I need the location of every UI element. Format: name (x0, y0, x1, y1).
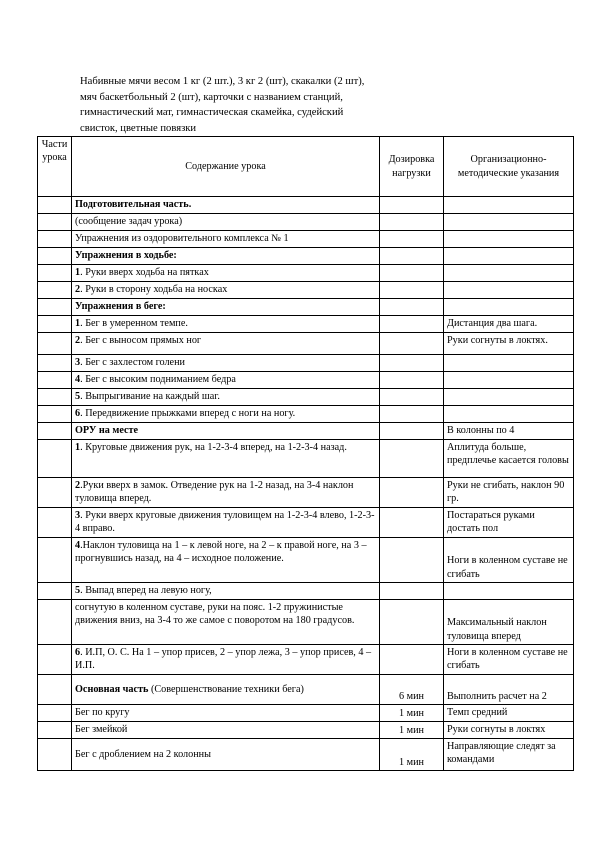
part-cell (38, 722, 72, 739)
content-cell (72, 508, 380, 538)
table-row (38, 675, 574, 705)
dose-cell: 1 мин (380, 722, 444, 739)
part-cell (38, 508, 72, 538)
table-row (38, 265, 574, 282)
note-cell: Руки согнуты в локтях (444, 722, 574, 739)
content-text: . Круговые движения рук, на 1-2-3-4 вперед, на 1-2-3-4 назад. (80, 442, 347, 453)
dose-cell (380, 231, 444, 248)
table-row (38, 355, 574, 372)
content-text: согнутую в коленном суставе, руки на пояс. 1-2 пружинистые движения вниз, на 3-4 то же самое с поворотом на 180 градусов. (75, 602, 355, 627)
table-row (38, 705, 574, 722)
part-cell (38, 333, 72, 355)
dose-cell (380, 600, 444, 645)
table-row (38, 478, 574, 508)
dose-cell (380, 583, 444, 600)
content-text: Бег по кругу (75, 707, 130, 718)
note-cell: Максимальный наклон туловища вперед (444, 600, 574, 645)
item-number: 1 (75, 267, 81, 278)
note-cell (444, 248, 574, 265)
content-cell (72, 372, 380, 389)
content-cell (72, 214, 380, 231)
dose-cell (380, 316, 444, 333)
content-cell (72, 538, 380, 583)
part-cell (38, 440, 72, 478)
dose-cell (380, 355, 444, 372)
part-cell (38, 705, 72, 722)
note-cell (444, 214, 574, 231)
lesson-table (37, 136, 574, 771)
content-text: . Бег в умеренном темпе. (80, 318, 188, 329)
content-text: . Бег с захлестом голени (80, 357, 185, 368)
note-cell: В колонны по 4 (444, 423, 574, 440)
dose-cell (380, 214, 444, 231)
header-dose: Дозировка нагрузки (380, 137, 444, 197)
part-cell (38, 389, 72, 406)
part-cell (38, 675, 72, 705)
content-cell (72, 389, 380, 406)
dose-cell (380, 645, 444, 675)
item-number: 3 (75, 510, 81, 521)
part-cell (38, 265, 72, 282)
part-cell (38, 248, 72, 265)
part-cell (38, 299, 72, 316)
part-cell (38, 406, 72, 423)
content-cell (72, 675, 380, 705)
dose-cell (380, 538, 444, 583)
note-cell (444, 282, 574, 299)
table-row (38, 508, 574, 538)
content-text: (сообщение задач урока) (75, 216, 183, 227)
item-number: 2 (75, 480, 81, 491)
equipment-list: Набивные мячи весом 1 кг (2 шт.), 3 кг 2 (шт), скакалки (2 шт), мяч баскетбольный 2 (шт), карточки с названием станций, гимнастический мат, гимнастическая скамейка, судейский свисток, цветные повязки (80, 76, 365, 134)
table-row (38, 645, 574, 675)
content-cell (72, 316, 380, 333)
table-row (38, 197, 574, 214)
part-cell (38, 739, 72, 771)
note-cell (444, 406, 574, 423)
part-cell (38, 423, 72, 440)
dose-cell (380, 406, 444, 423)
dose-cell (380, 372, 444, 389)
table-row (38, 282, 574, 299)
table-row (38, 423, 574, 440)
note-cell: Постараться руками достать пол (444, 508, 574, 538)
content-text: . Бег с высоким подниманием бедра (80, 374, 236, 385)
header-part: Части урока (38, 137, 72, 197)
table-row (38, 538, 574, 583)
note-cell: Направляющие следят за командами (444, 739, 574, 771)
dose-cell: 6 мин (380, 675, 444, 705)
content-text: Упражнения в ходьбе: (75, 250, 177, 261)
content-text: Основная часть (75, 683, 149, 695)
content-text: . Руки в сторону ходьба на носках (80, 284, 228, 295)
content-text: . Руки вверх ходьба на пятках (80, 267, 209, 278)
item-number: 2 (75, 335, 81, 346)
table-row (38, 440, 574, 478)
table-row (38, 406, 574, 423)
note-cell: Дистанция два шага. (444, 316, 574, 333)
table-row (38, 316, 574, 333)
content-suffix: (Совершенствование техники бега) (148, 683, 304, 695)
content-cell (72, 705, 380, 722)
content-text: .Руки вверх в замок. Отведение рук на 1-2 назад, на 3-4 наклон туловища вперед. (75, 480, 354, 505)
dose-cell (380, 265, 444, 282)
note-cell (444, 355, 574, 372)
content-text: .Наклон туловища на 1 – к левой ноге, на 2 – к правой ноге, на 3 – прогнувшись назад, на 4 – исходное положение. (75, 540, 367, 565)
table-row (38, 389, 574, 406)
item-number: 6 (75, 647, 81, 658)
table-row (38, 214, 574, 231)
content-cell (72, 406, 380, 423)
dose-cell (380, 333, 444, 355)
content-cell (72, 355, 380, 372)
dose-cell (380, 248, 444, 265)
content-cell (72, 248, 380, 265)
content-cell (72, 231, 380, 248)
item-number: 5 (75, 391, 81, 402)
content-cell (72, 739, 380, 771)
header-notes: Организационно-методические указания (444, 137, 574, 197)
part-cell (38, 214, 72, 231)
item-number: 6 (75, 408, 81, 419)
dose-cell (380, 440, 444, 478)
part-cell (38, 600, 72, 645)
table-row (38, 231, 574, 248)
note-cell (444, 197, 574, 214)
content-cell (72, 299, 380, 316)
table-row (38, 739, 574, 771)
dose-cell (380, 508, 444, 538)
part-cell (38, 316, 72, 333)
content-text: . Передвижение прыжками вперед с ноги на ногу. (80, 408, 296, 419)
note-cell: Аплитуда больше, предплечье касается головы (444, 440, 574, 478)
content-text: . Бег с выносом прямых ног (80, 335, 202, 346)
table-row (38, 600, 574, 645)
item-number: 3 (75, 357, 81, 368)
dose-cell (380, 299, 444, 316)
content-cell (72, 645, 380, 675)
table-row (38, 372, 574, 389)
note-cell (444, 389, 574, 406)
header-content: Содержание урока (72, 137, 380, 197)
part-cell (38, 538, 72, 583)
content-cell (72, 197, 380, 214)
note-cell (444, 372, 574, 389)
part-cell (38, 645, 72, 675)
content-cell (72, 440, 380, 478)
dose-cell: 1 мин (380, 739, 444, 771)
table-row (38, 722, 574, 739)
table-row (38, 333, 574, 355)
note-cell (444, 231, 574, 248)
item-number: 5 (75, 585, 81, 596)
dose-cell (380, 389, 444, 406)
note-cell: Руки не сгибать, наклон 90 гр. (444, 478, 574, 508)
item-number: 4 (75, 374, 81, 385)
part-cell (38, 372, 72, 389)
dose-cell (380, 478, 444, 508)
content-cell (72, 600, 380, 645)
item-number: 1 (75, 318, 81, 329)
dose-cell (380, 197, 444, 214)
note-cell: Ноги в коленном суставе не сгибать (444, 538, 574, 583)
content-text: Подготовительная часть. (75, 199, 192, 210)
content-text: Упражнения в беге: (75, 301, 166, 312)
content-cell (72, 478, 380, 508)
item-number: 4 (75, 540, 81, 551)
table-row (38, 583, 574, 600)
table-row (38, 299, 574, 316)
content-text: . Руки вверх круговые движения туловищем на 1-2-3-4 влево, 1-2-3-4 вправо. (75, 510, 375, 535)
note-cell: Выполнить расчет на 2 (444, 675, 574, 705)
content-cell (72, 282, 380, 299)
note-cell (444, 583, 574, 600)
content-cell (72, 333, 380, 355)
part-cell (38, 231, 72, 248)
content-text: . Выпрыгивание на каждый шаг. (80, 391, 220, 402)
dose-cell (380, 423, 444, 440)
part-cell (38, 282, 72, 299)
part-cell (38, 583, 72, 600)
content-cell (72, 583, 380, 600)
content-cell (72, 265, 380, 282)
content-cell (72, 722, 380, 739)
table-header-row (38, 137, 574, 197)
note-cell (444, 299, 574, 316)
note-cell: Руки согнуты в локтях. (444, 333, 574, 355)
content-text: Бег змейкой (75, 724, 128, 735)
content-text: ОРУ на месте (75, 425, 139, 436)
part-cell (38, 355, 72, 372)
part-cell (38, 197, 72, 214)
content-text: Упражнения из оздоровительного комплекса № 1 (75, 233, 289, 244)
item-number: 1 (75, 442, 81, 453)
table-row (38, 248, 574, 265)
content-text: . Выпад вперед на левую ногу, (80, 585, 212, 596)
content-text: Бег с дроблением на 2 колонны (75, 748, 211, 760)
content-cell (72, 423, 380, 440)
note-cell (444, 265, 574, 282)
dose-cell: 1 мин (380, 705, 444, 722)
content-text: . И.П, О. С. На 1 – упор присев, 2 – упор лежа, 3 – упор присев, 4 – И.П. (75, 647, 372, 672)
note-cell: Темп средний (444, 705, 574, 722)
part-cell (38, 478, 72, 508)
note-cell: Ноги в коленном суставе не сгибать (444, 645, 574, 675)
item-number: 2 (75, 284, 81, 295)
dose-cell (380, 282, 444, 299)
